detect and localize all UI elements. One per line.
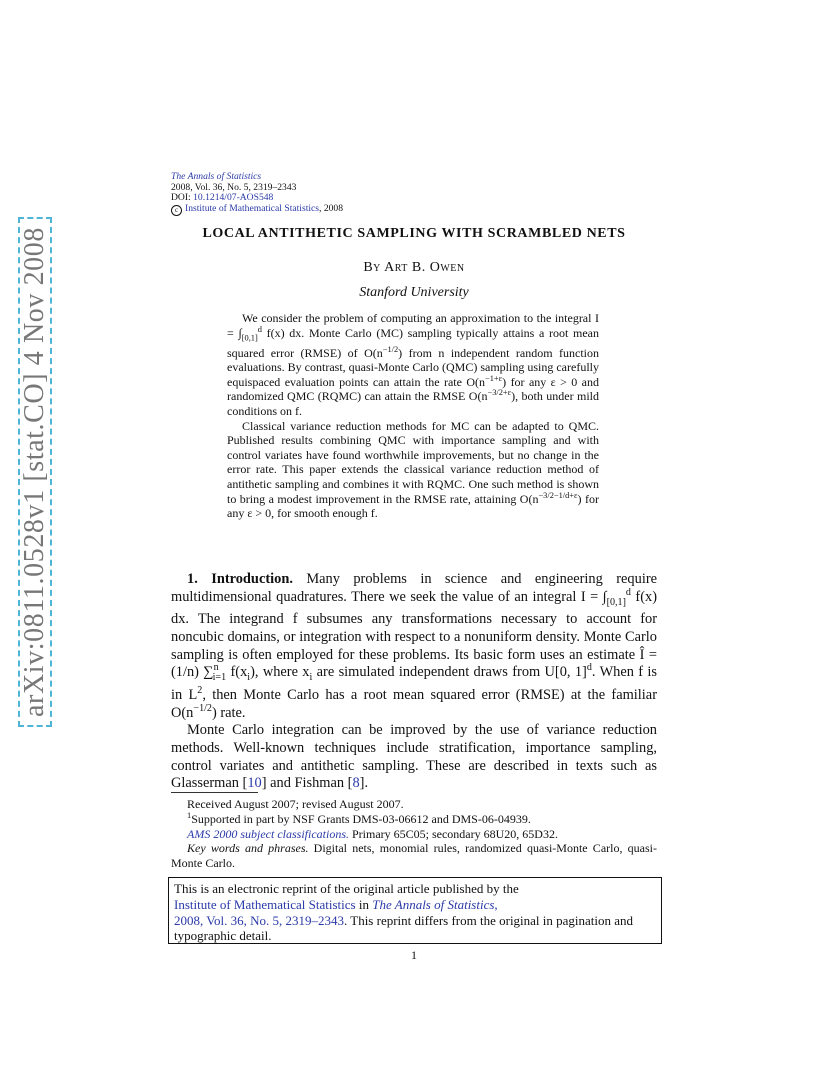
doi-link[interactable]: 10.1214/07-AOS548	[193, 192, 274, 203]
ims-link[interactable]: Institute of Mathematical Statistics	[174, 896, 356, 912]
arxiv-stamp[interactable]: arXiv:0811.0528v1 [stat.CO] 4 Nov 2008	[18, 217, 52, 727]
ams-classification-link[interactable]: AMS 2000 subject classifications.	[187, 826, 349, 841]
reprint-notice: This is an electronic reprint of the original article published by the Institute of Mathematical Statistics in The Annals of Statistics, 2008, Vol. 36, No. 5, 2319–2343. This reprint differs from the original in pagination and typographic detail.	[168, 877, 662, 944]
doi-prefix: DOI:	[171, 192, 194, 203]
introduction-section	[171, 571, 657, 793]
keywords: Key words and phrases. Digital nets, monomial rules, randomized quasi-Monte Carlo, quasi-Monte Carlo.	[171, 841, 657, 871]
paper-author: By Art B. Owen	[363, 260, 465, 275]
footnote-rule	[171, 792, 258, 793]
journal-volume-line: 2008, Vol. 36, No. 5, 2319–2343	[171, 181, 297, 193]
copyright-symbol: c	[171, 205, 182, 216]
abstract	[227, 311, 599, 521]
ams-classification: AMS 2000 subject classifications. Primary 65C05; secondary 68U20, 65D32.	[187, 826, 558, 841]
citation-link-8[interactable]: 8	[352, 775, 360, 792]
received-note: Received August 2007; revised August 2007.	[187, 797, 404, 811]
author-affiliation: Stanford University	[359, 285, 469, 300]
reprint-volume-link[interactable]: 2008, Vol. 36, No. 5, 2319–2343	[174, 912, 344, 928]
abstract-paragraph-1: We consider the problem of computing an approximation to the integral $I = \int_{[0,1]}^d$ f(x) dx. Monte Carlo (MC) sampling typically attains a root mean squared error (RMSE) of $O(n^{-1/2})$ from n independent random function evaluations. By contrast, quasi-Monte Carlo (QMC) sampling using carefully equispaced evaluation points can attain the rate $O(n^{-1+\varepsilon})$ for any ε > 0 and randomized QMC (RQMC) can attain the RMSE $O(n^{-3/2+\varepsilon})$, both under mild conditions on f.	[227, 311, 600, 418]
support-note: $^1$Supported in part by NSF Grants DMS-03-06612 and DMS-06-04939.	[187, 810, 531, 826]
journal-info	[171, 172, 343, 216]
section-heading: 1. Introduction.	[187, 571, 293, 587]
annals-link[interactable]: The Annals of Statistics	[372, 896, 495, 912]
copyright-org-link[interactable]: Institute of Mathematical Statistics	[185, 202, 320, 214]
footnotes	[171, 797, 657, 871]
copyright-year: , 2008	[319, 202, 344, 214]
arxiv-stamp-area	[19, 227, 50, 717]
paper-title: LOCAL ANTITHETIC SAMPLING WITH SCRAMBLED NETS	[202, 226, 626, 241]
copyright-line	[171, 204, 343, 216]
citation-link-10[interactable]: 10	[247, 775, 262, 792]
abstract-paragraph-2: Classical variance reduction methods for MC can be adapted to QMC. Published results combining QMC with importance sampling and with control variates have found worthwhile improvements, but no change in the error rate. This paper extends the classical variance reduction method of antithetic sampling and combines it with RQMC. One such method is shown to bring a modest improvement in the RMSE rate, attaining $O(n^{-3/2-1/d+\varepsilon})$ for any ε > 0, for smooth enough f.	[227, 418, 599, 521]
page-number: 1	[411, 948, 417, 962]
intro-paragraph-1: 1. Introduction. Many problems in science and engineering require multidimensional quadratures. There we seek the value of an integral $I = \int_{[0,1]}^d$ f(x) dx. The integrand f subsumes any transformations necessary to account for noncubic domains, or integration with respect to a nonuniform density. Monte Carlo sampling is often employed for these problems. Its basic form uses an estimate Î = (1/n) ∑$^n_{i=1}$ $f(x_i)$, where $x_i$ are simulated independent draws from U[0, 1]$^d$. When f is in $L^2$, then Monte Carlo has a root mean squared error (RMSE) at the familiar $O(n^{-1/2})$ rate.	[171, 571, 657, 721]
intro-paragraph-2: Monte Carlo integration can be improved by the use of variance reduction methods. Well-known techniques include stratification, importance sampling, control variates and antithetic sampling. These are described in texts such as Glasserman [10] and Fishman [8].	[171, 722, 657, 792]
journal-name-link[interactable]: The Annals of Statistics	[171, 171, 262, 182]
